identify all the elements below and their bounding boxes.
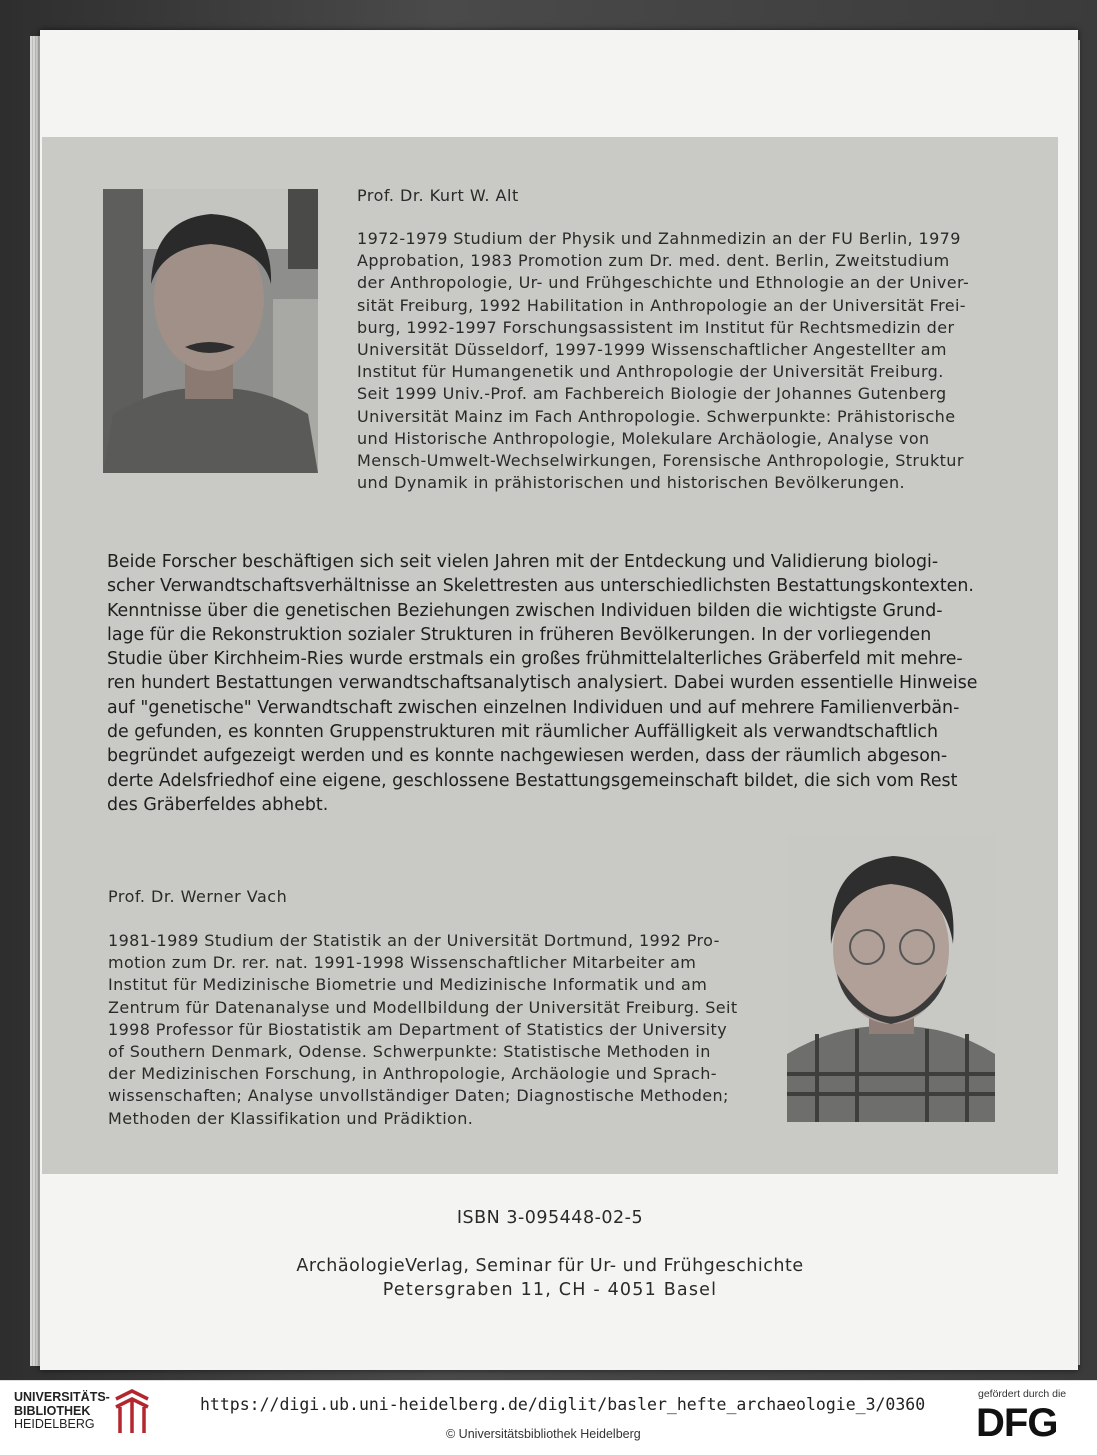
summary-line: de gefunden, es konnten Gruppenstrukturen mit räumlicher Auffälligkeit als verwandtschaftlich	[107, 722, 938, 743]
bio-line: und Dynamik in prähistorischen und historischen Bevölkerungen.	[357, 473, 906, 493]
bio-line: Universität Düsseldorf, 1997-1999 Wissenschaftlicher Angestellter am	[357, 340, 947, 360]
logo-line: UNIVERSITÄTS-	[14, 1390, 110, 1404]
portrait-photo-vach	[787, 834, 995, 1122]
summary-line: des Gräberfeldes abhebt.	[107, 794, 329, 815]
bio-line: of Southern Denmark, Odense. Schwerpunkte: Statistische Methoden in	[108, 1042, 711, 1062]
bio-line: Seit 1999 Univ.-Prof. am Fachbereich Biologie der Johannes Gutenberg	[357, 384, 947, 404]
summary-line: Kenntnisse über die genetischen Beziehungen zwischen Individuen bilden die wichtigste Grund-	[107, 600, 943, 621]
author2-bio	[108, 930, 753, 1130]
bio-line: Zentrum für Datenanalyse und Modellbildung der Universität Freiburg. Seit	[108, 997, 738, 1017]
portrait-photo-alt	[103, 189, 318, 473]
ub-logo-mark-icon	[110, 1387, 154, 1437]
bio-line: und Historische Anthropologie, Molekulare Archäologie, Analyse von	[357, 428, 930, 448]
logo-line: BIBLIOTHEK	[14, 1403, 91, 1418]
bio-line: 1981-1989 Studium der Statistik an der Universität Dortmund, 1992 Pro-	[108, 931, 720, 950]
bio-line: Approbation, 1983 Promotion zum Dr. med. dent. Berlin, Zweitstudium	[357, 251, 950, 271]
bio-line: wissenschaften; Analyse unvollständiger Daten; Diagnostische Methoden;	[108, 1086, 729, 1106]
summary-line: Beide Forscher beschäftigen sich seit vielen Jahren mit der Entdeckung und Validierung biologi-	[107, 552, 939, 572]
bio-line: motion zum Dr. rer. nat. 1991-1998 Wissenschaftlicher Mitarbeiter am	[108, 953, 697, 973]
bio-line: Methoden der Klassifikation und Prädiktion.	[108, 1108, 474, 1128]
bio-line: Mensch-Umwelt-Wechselwirkungen, Forensische Anthropologie, Struktur	[357, 451, 964, 471]
summary-line: scher Verwandtschaftsverhältnisse an Skelettresten aus unterschiedlichsten Bestattungskontexten.	[107, 576, 974, 597]
summary-line: ren hundert Bestattungen verwandtschaftsanalytisch analysiert. Dabei wurden essentielle Hinweise	[107, 673, 978, 694]
bio-line: Institut für Medizinische Biometrie und Medizinische Informatik und am	[108, 975, 708, 995]
summary-line: auf "genetische" Verwandtschaft zwischen einzelnen Individuen und auf mehrere Familienverbän-	[107, 697, 960, 718]
bio-line: der Medizinischen Forschung, in Anthropologie, Archäologie und Sprach-	[108, 1064, 717, 1084]
isbn: ISBN 3-095448-02-5	[456, 1208, 644, 1228]
bio-line: burg, 1992-1997 Forschungsassistent im Institut für Rechtsmedizin der	[357, 317, 955, 337]
copyright-notice: © Universitätsbibliothek Heidelberg	[446, 1427, 641, 1441]
publisher-name: ArchäologieVerlag, Seminar für Ur- und Frühgeschichte	[296, 1256, 804, 1276]
bio-line: Universität Mainz im Fach Anthropologie. Schwerpunkte: Prähistorische	[357, 406, 956, 426]
viewer-footer	[0, 1380, 1097, 1455]
bio-line: sität Freiburg, 1992 Habilitation in Anthropologie an der Universität Frei-	[357, 295, 966, 315]
summary-line: derte Adelsfriedhof eine eigene, geschlossene Bestattungsgemeinschaft bildet, die sich vom Rest	[107, 770, 958, 791]
funding-note: gefördert durch die	[978, 1388, 1067, 1400]
summary-line: begründet aufgezeigt werden und es konnte nachgewiesen werden, dass der räumlich abgeson-	[107, 746, 948, 767]
summary-line: lage für die Rekonstruktion sozialer Strukturen in früheren Bevölkerungen. In der vorliegenden	[107, 624, 932, 645]
bio-line: 1998 Professor für Biostatistik am Department of Statistics der University	[108, 1019, 728, 1039]
summary-line: Studie über Kirchheim-Ries wurde erstmals ein großes frühmittelalterliches Gräberfeld mit mehre-	[107, 649, 963, 670]
bio-line: Institut für Humangenetik und Anthropologie der Universität Freiburg.	[357, 362, 944, 382]
bio-line: 1972-1979 Studium der Physik und Zahnmedizin an der FU Berlin, 1979	[357, 229, 961, 248]
permalink-url[interactable]: https://digi.ub.uni-heidelberg.de/diglit/basler_hefte_archaeologie_3/0360	[200, 1395, 926, 1414]
publisher-address: Petersgraben 11, CH - 4051 Basel	[382, 1280, 718, 1300]
dfg-logo[interactable]: DFG	[976, 1401, 1058, 1445]
author1-name: Prof. Dr. Kurt W. Alt	[357, 186, 519, 205]
bio-line: der Anthropologie, Ur- und Frühgeschichte und Ethnologie an der Univer-	[357, 273, 970, 293]
author1-bio	[357, 228, 997, 494]
summary-paragraph	[107, 550, 1007, 817]
author2-name: Prof. Dr. Werner Vach	[108, 887, 288, 906]
ub-heidelberg-logo[interactable]	[14, 1391, 110, 1432]
logo-line: HEIDELBERG	[14, 1417, 95, 1431]
